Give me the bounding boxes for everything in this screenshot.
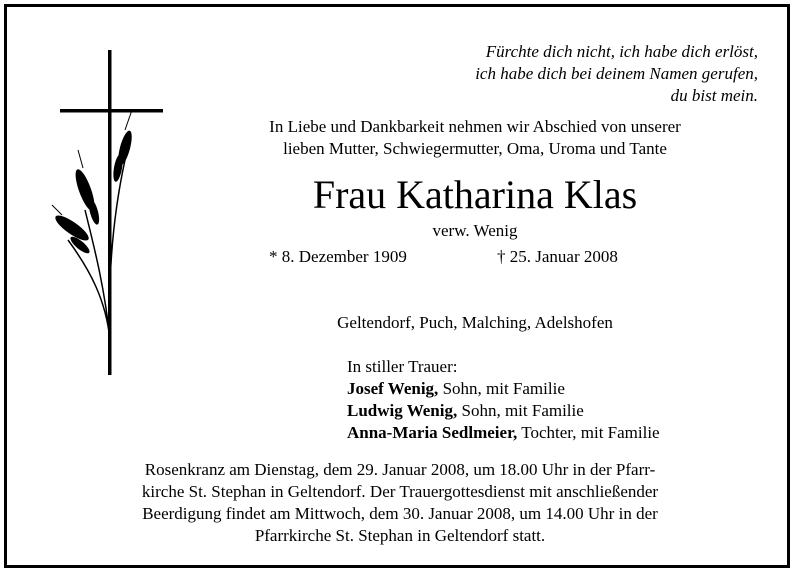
service-line: Pfarrkirche St. Stephan in Geltendorf statt.: [254, 526, 546, 545]
intro-line: lieben Mutter, Schwiegermutter, Oma, Uroma und Tante: [283, 139, 667, 158]
mourner-row: [347, 400, 660, 422]
service-line: Rosenkranz am Dienstag, dem 29. Januar 2008, um 18.00 Uhr in der Pfarr-: [144, 460, 656, 479]
widowed-name: verw. Wenig: [432, 221, 518, 240]
mourner-row: [347, 422, 660, 444]
service-line: kirche St. Stephan in Geltendorf. Der Trauergottesdienst mit anschließender: [141, 482, 659, 501]
mourner-relation: Sohn, mit Familie: [438, 379, 565, 398]
intro-text: [180, 116, 770, 160]
quote-line: Fürchte dich nicht, ich habe dich erlöst,: [485, 42, 758, 61]
mourner-relation: Sohn, mit Familie: [457, 401, 584, 420]
deceased-name: Frau Katharina Klas: [312, 172, 638, 217]
quote-line: ich habe dich bei deinem Namen gerufen,: [475, 64, 758, 83]
cross-with-wheat-icon: [50, 40, 180, 385]
places: Geltendorf, Puch, Malching, Adelshofen: [337, 313, 613, 332]
mourner-relation: Tochter, mit Familie: [517, 423, 660, 442]
death-date: † 25. Januar 2008: [497, 247, 618, 266]
quote-line: du bist mein.: [670, 86, 758, 105]
service-details: [18, 459, 782, 547]
mourner-name: Ludwig Wenig,: [347, 401, 458, 420]
mourner-row: [347, 378, 660, 400]
birth-date: * 8. Dezember 1909: [269, 247, 407, 266]
bible-quote: [475, 41, 758, 107]
mourners: [347, 356, 660, 444]
mourner-name: Josef Wenig,: [347, 379, 439, 398]
intro-line: In Liebe und Dankbarkeit nehmen wir Abschied von unserer: [269, 117, 681, 136]
mourners-heading: In stiller Trauer:: [347, 357, 458, 376]
service-line: Beerdigung findet am Mittwoch, dem 30. Januar 2008, um 14.00 Uhr in der: [142, 504, 658, 523]
mourner-name: Anna-Maria Sedlmeier,: [347, 423, 518, 442]
